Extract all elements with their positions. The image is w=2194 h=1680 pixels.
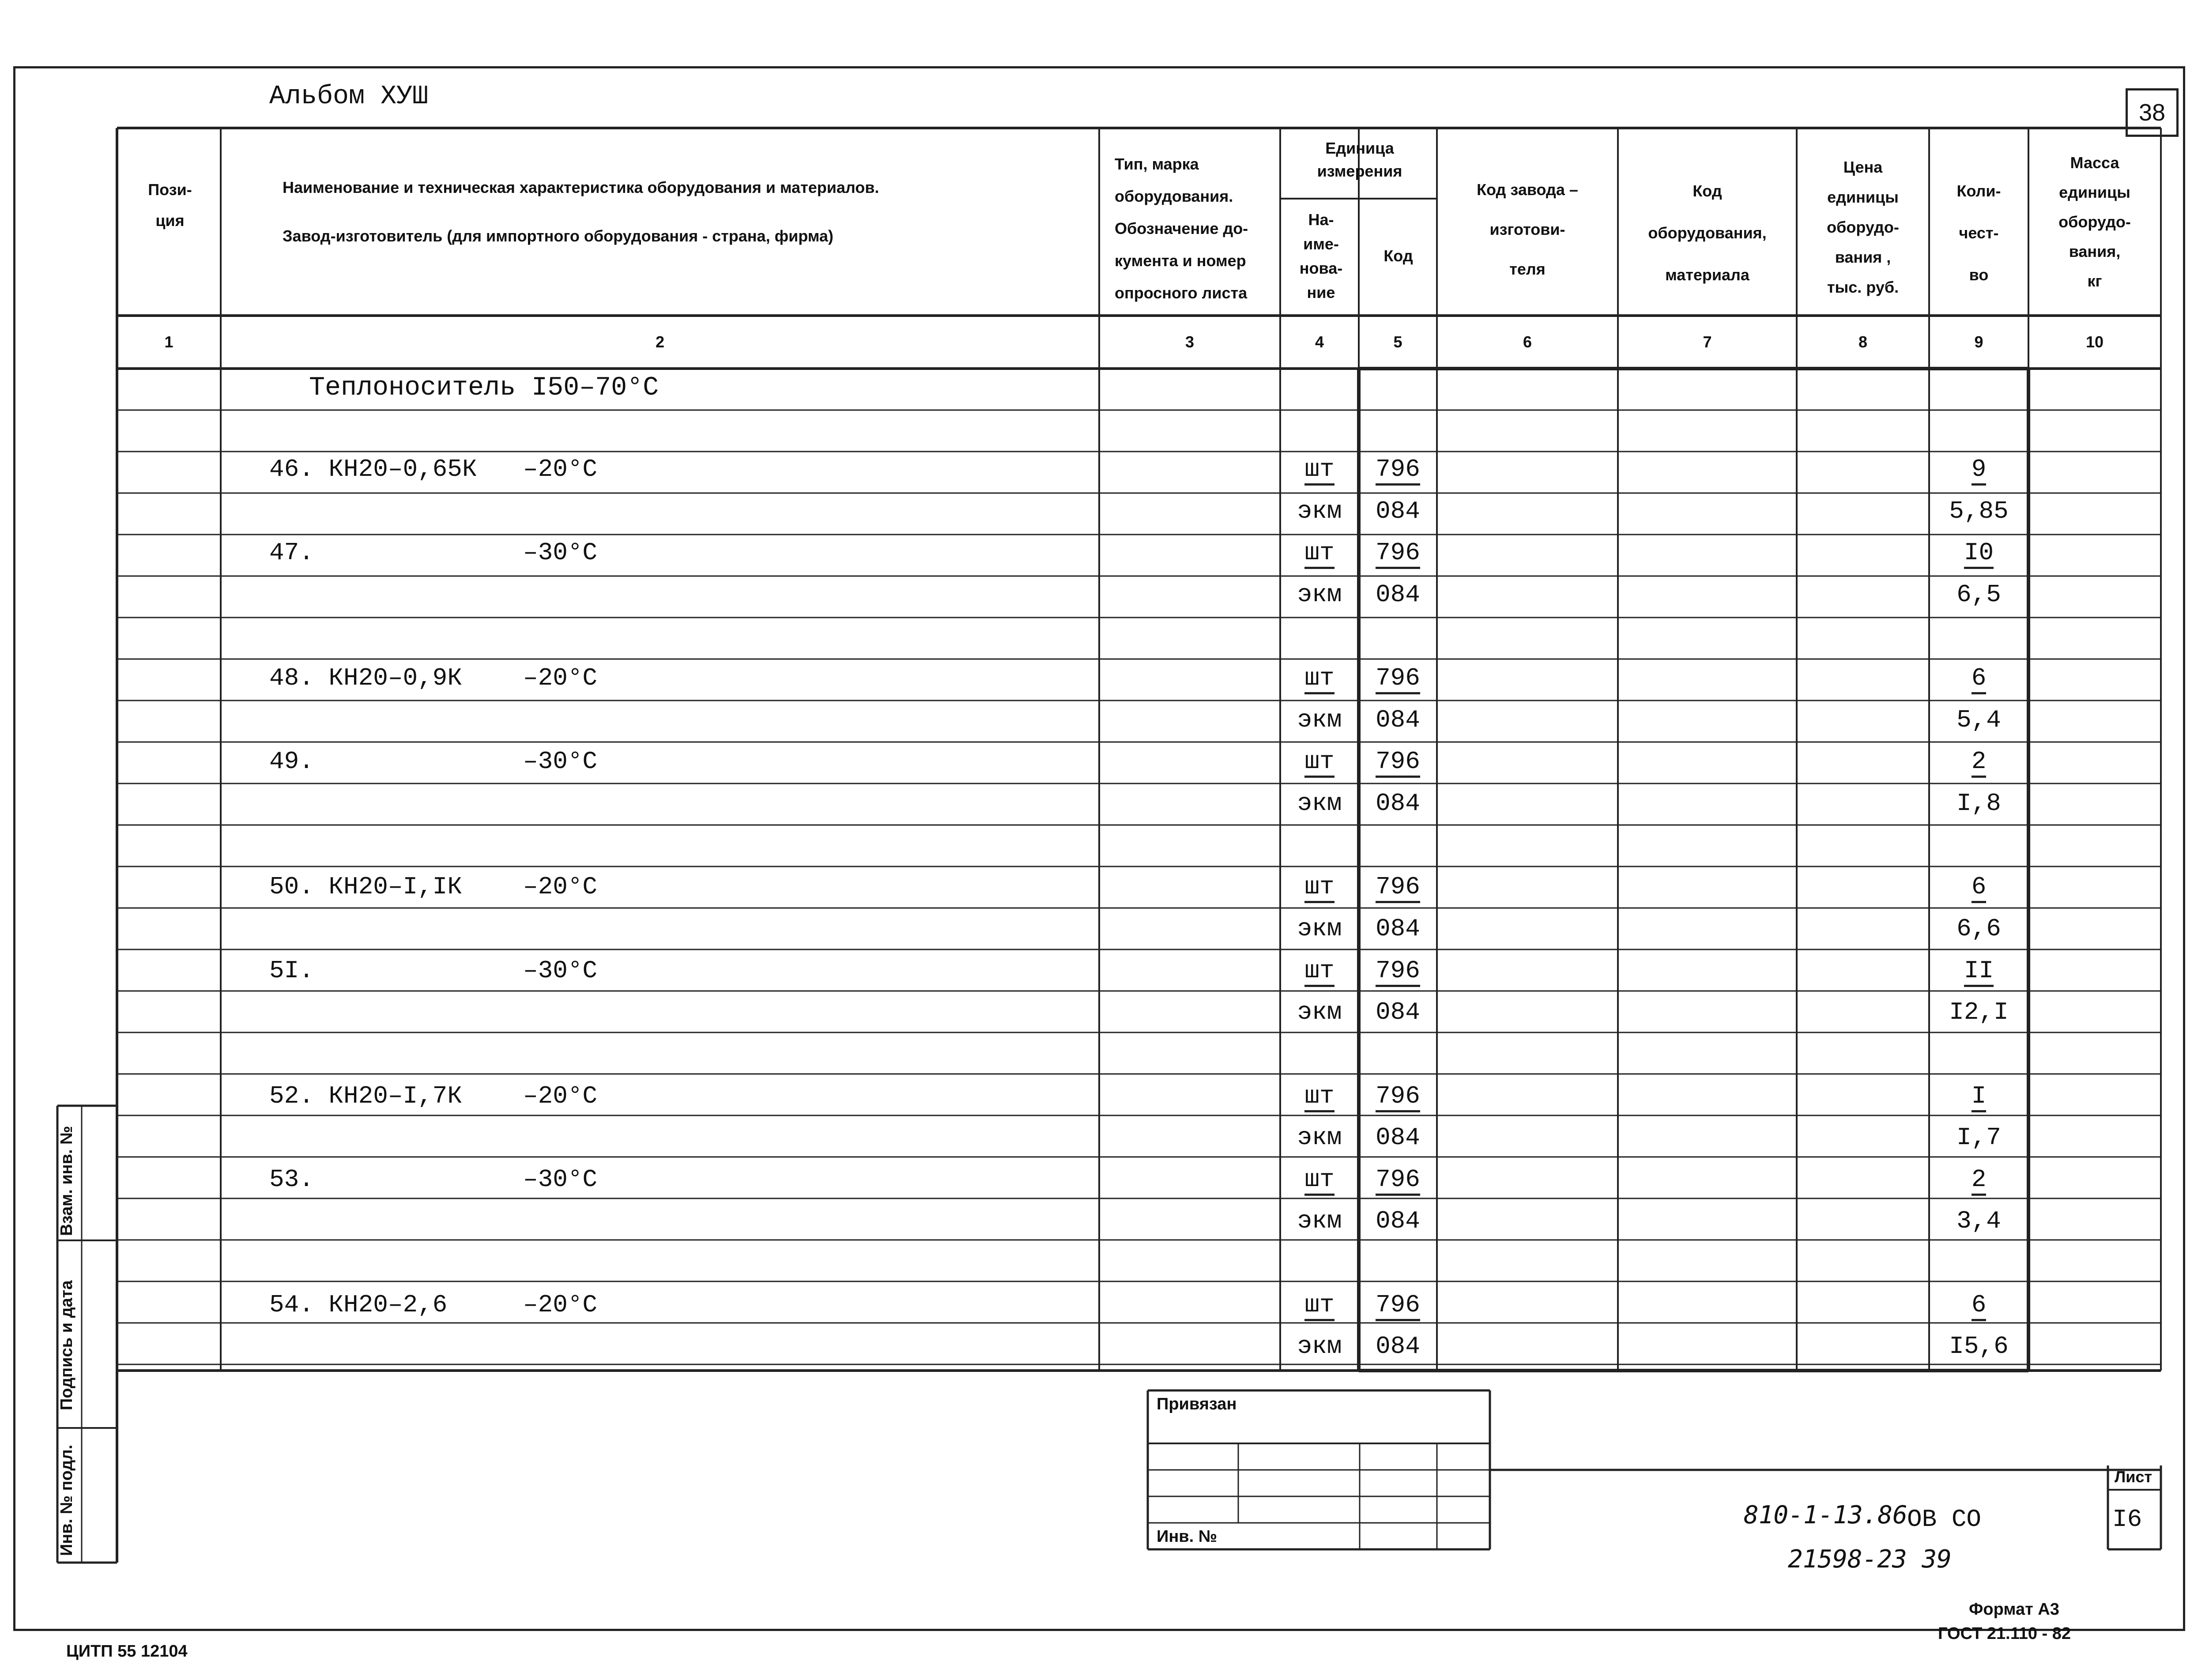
unit-name-text: шт (1304, 664, 1334, 694)
quantity (1929, 455, 2028, 483)
quantity-text: 6,6 (1957, 915, 2001, 943)
unit-code (1359, 1165, 1437, 1194)
quantity (1929, 957, 2028, 985)
unit-code-text: 084 (1376, 1123, 1420, 1152)
unit-code-text: 796 (1376, 873, 1420, 903)
quantity-text: I2,I (1949, 998, 2009, 1027)
item-name (269, 1082, 462, 1110)
header-equipment-code: Код оборудования, материала (1648, 182, 1767, 284)
item-temperature (523, 747, 597, 776)
unit-name-text: шт (1304, 1082, 1334, 1112)
quantity-text: I0 (1964, 539, 1994, 569)
header-factory-code: Код завода – изготови- теля (1477, 181, 1578, 278)
quantity (1929, 915, 2028, 943)
item-name-text: 49. (269, 747, 314, 776)
quantity (1929, 1123, 2028, 1152)
item-temperature-text: –30°C (523, 1165, 598, 1194)
quantity (1929, 664, 2028, 692)
item-name-text: 47. (269, 539, 314, 567)
item-temperature-text: –30°C (523, 539, 598, 567)
quantity-text: 2 (1972, 747, 1987, 778)
quantity-text: I,7 (1957, 1123, 2001, 1152)
unit-code (1359, 957, 1437, 985)
unit-code (1359, 747, 1437, 776)
unit-code-text: 084 (1376, 789, 1420, 818)
quantity (1929, 998, 2028, 1026)
side-stamp-replace-inv: Взам. инв. № (57, 1126, 76, 1236)
unit-name-text: шт (1304, 957, 1334, 987)
unit-name (1280, 789, 1359, 817)
item-temperature-text: –20°C (523, 1290, 598, 1319)
unit-name (1280, 1082, 1359, 1110)
header-unit-group: Единица измерения (1317, 139, 1402, 180)
quantity-text: 5,85 (1949, 497, 2009, 525)
sheet-label: Лист (2115, 1468, 2153, 1486)
quantity (1929, 1332, 2028, 1360)
unit-name-text: экм (1297, 1332, 1342, 1361)
unit-code (1359, 455, 1437, 483)
unit-code (1359, 497, 1437, 525)
header-type: Тип, марка оборудования. Обозначение до- кумента и номер опросного листа (1115, 155, 1248, 302)
header-mass: Масса единицы оборудо- вания, кг (2058, 154, 2131, 290)
unit-name-text: экм (1297, 789, 1342, 818)
unit-code-text: 084 (1376, 497, 1420, 525)
unit-name-text: экм (1297, 705, 1342, 734)
unit-name-text: экм (1297, 998, 1342, 1027)
header-name: Наименование и техническая характеристика оборудования и материалов. Завод-изготовитель (для импортного оборудования - страна, фирма) (283, 178, 879, 245)
quantity (1929, 1082, 2028, 1110)
unit-name-text: шт (1304, 539, 1334, 569)
item-name-text: 5I. (269, 956, 314, 985)
unit-code-text: 796 (1376, 1082, 1420, 1112)
unit-code (1359, 1291, 1437, 1319)
item-temperature-text: –20°C (523, 873, 598, 901)
unit-code (1359, 1082, 1437, 1110)
unit-code (1359, 1332, 1437, 1360)
unit-code-text: 084 (1376, 580, 1420, 609)
item-temperature-text: –20°C (523, 664, 598, 693)
unit-name-text: экм (1297, 1123, 1342, 1152)
item-name (269, 539, 314, 567)
unit-code-text: 796 (1376, 539, 1420, 569)
item-name (269, 1165, 314, 1194)
quantity-text: II (1964, 957, 1994, 987)
unit-code (1359, 706, 1437, 734)
header-position: Пози- ция (148, 181, 192, 230)
unit-code (1359, 998, 1437, 1026)
unit-name (1280, 580, 1359, 609)
quantity (1929, 873, 2028, 901)
unit-name (1280, 1165, 1359, 1194)
unit-name-text: экм (1297, 915, 1342, 943)
item-temperature-text: –30°C (523, 747, 598, 776)
unit-code-text: 796 (1376, 957, 1420, 987)
unit-code-text: 796 (1376, 1291, 1420, 1321)
unit-name-text: шт (1304, 747, 1334, 778)
quantity (1929, 580, 2028, 609)
quantity-text: 6 (1972, 1291, 1987, 1321)
item-name-text: 53. (269, 1165, 314, 1194)
item-temperature (523, 957, 597, 985)
unit-code (1359, 580, 1437, 609)
column-number: 2 (655, 333, 665, 351)
quantity (1929, 789, 2028, 817)
unit-name-text: экм (1297, 497, 1342, 525)
item-name (269, 455, 477, 483)
unit-name (1280, 1332, 1359, 1360)
item-temperature (523, 664, 597, 692)
column-number: 6 (1523, 333, 1532, 351)
unit-code (1359, 873, 1437, 901)
unit-name (1280, 1207, 1359, 1235)
inv-no-label: Инв. № (1157, 1527, 1218, 1546)
unit-name (1280, 747, 1359, 776)
unit-code (1359, 1123, 1437, 1152)
item-temperature (523, 539, 597, 567)
unit-code-text: 084 (1376, 1207, 1420, 1236)
item-temperature-text: –20°C (523, 455, 598, 483)
album-label: Альбом ХУШ (269, 82, 429, 112)
item-name (269, 873, 462, 901)
unit-name (1280, 497, 1359, 525)
unit-code (1359, 789, 1437, 817)
quantity-text: 3,4 (1957, 1207, 2001, 1236)
unit-code-text: 796 (1376, 664, 1420, 694)
unit-name-text: шт (1304, 455, 1334, 486)
column-number: 5 (1393, 333, 1402, 351)
quantity-text: 9 (1972, 455, 1987, 486)
column-number: 8 (1858, 333, 1868, 351)
unit-code-text: 084 (1376, 915, 1420, 943)
handwritten-number: 21598-23 39 (1788, 1545, 1952, 1574)
unit-name-text: экм (1297, 580, 1342, 609)
citp-label: ЦИТП 55 12104 (66, 1642, 188, 1661)
unit-code-text: 796 (1376, 747, 1420, 778)
unit-name (1280, 664, 1359, 692)
unit-code-text: 796 (1376, 1165, 1420, 1196)
sheet-number: I6 (2112, 1505, 2142, 1533)
header-price: Цена единицы оборудо- вания , тыс. руб. (1827, 158, 1899, 296)
item-temperature (523, 1082, 597, 1110)
item-name-text: 52. КН20–I,7К (269, 1081, 462, 1110)
header-quantity: Коли- чест- во (1957, 182, 2001, 284)
item-temperature-text: –30°C (523, 956, 598, 985)
unit-code (1359, 539, 1437, 567)
item-name-text: 46. КН20–0,65К (269, 455, 477, 483)
quantity-text: I,8 (1957, 789, 2001, 818)
unit-name (1280, 998, 1359, 1026)
item-name (269, 1291, 447, 1319)
unit-name (1280, 706, 1359, 734)
quantity-text: 6,5 (1957, 580, 2001, 609)
item-temperature (523, 1291, 597, 1319)
quantity (1929, 497, 2028, 525)
unit-code (1359, 915, 1437, 943)
column-number: 3 (1185, 333, 1195, 351)
item-name-text: 50. КН20–I,IК (269, 873, 462, 901)
column-number: 9 (1974, 333, 1983, 351)
section-title: Теплоноситель I50–70°C (309, 373, 659, 403)
unit-name-text: шт (1304, 1165, 1334, 1196)
column-number: 10 (2085, 333, 2104, 351)
unit-code-text: 084 (1376, 998, 1420, 1027)
item-temperature (523, 873, 597, 901)
quantity (1929, 1291, 2028, 1319)
unit-name (1280, 915, 1359, 943)
quantity-text: 5,4 (1957, 705, 2001, 734)
unit-name (1280, 873, 1359, 901)
side-stamp-signature-date: Подпись и дата (57, 1280, 76, 1410)
column-number: 4 (1315, 333, 1324, 351)
quantity (1929, 539, 2028, 567)
page-number: 38 (2126, 88, 2179, 137)
header-unit-name: На- име- нова- ние (1299, 211, 1343, 301)
side-stamp-original-inv: Инв. № подл. (57, 1444, 76, 1556)
item-name-text: 54. КН20–2,6 (269, 1290, 448, 1319)
quantity-text: I5,6 (1949, 1332, 2009, 1361)
item-temperature-text: –20°C (523, 1081, 598, 1110)
unit-code-text: 084 (1376, 1332, 1420, 1361)
unit-name-text: шт (1304, 1291, 1334, 1321)
quantity (1929, 1165, 2028, 1194)
quantity-text: 2 (1972, 1165, 1987, 1196)
document-code: 810-1-13.86 (1744, 1501, 1907, 1529)
quantity-text: I (1972, 1082, 1987, 1112)
quantity (1929, 706, 2028, 734)
column-number: 1 (164, 333, 173, 351)
quantity (1929, 747, 2028, 776)
item-name (269, 957, 314, 985)
header-unit-code: Код (1384, 247, 1413, 265)
unit-name-text: шт (1304, 873, 1334, 903)
unit-code (1359, 1207, 1437, 1235)
quantity (1929, 1207, 2028, 1235)
column-number: 7 (1703, 333, 1712, 351)
unit-name (1280, 539, 1359, 567)
item-name (269, 747, 314, 776)
unit-name (1280, 1123, 1359, 1152)
item-name (269, 664, 462, 692)
item-temperature (523, 455, 597, 483)
privyazan-label: Привязан (1157, 1395, 1237, 1413)
quantity-text: 6 (1972, 873, 1987, 903)
format-label: Формат А3 (1969, 1600, 2059, 1619)
unit-code-text: 796 (1376, 455, 1420, 486)
unit-name (1280, 455, 1359, 483)
unit-name (1280, 957, 1359, 985)
gost-label: ГОСТ 21.110 - 82 (1938, 1624, 2071, 1643)
item-temperature (523, 1165, 597, 1194)
unit-name (1280, 1291, 1359, 1319)
item-name-text: 48. КН20–0,9К (269, 664, 462, 693)
unit-code (1359, 664, 1437, 692)
document-suffix: ОВ СО (1907, 1505, 1982, 1533)
unit-name-text: экм (1297, 1207, 1342, 1236)
quantity-text: 6 (1972, 664, 1987, 694)
unit-code-text: 084 (1376, 705, 1420, 734)
